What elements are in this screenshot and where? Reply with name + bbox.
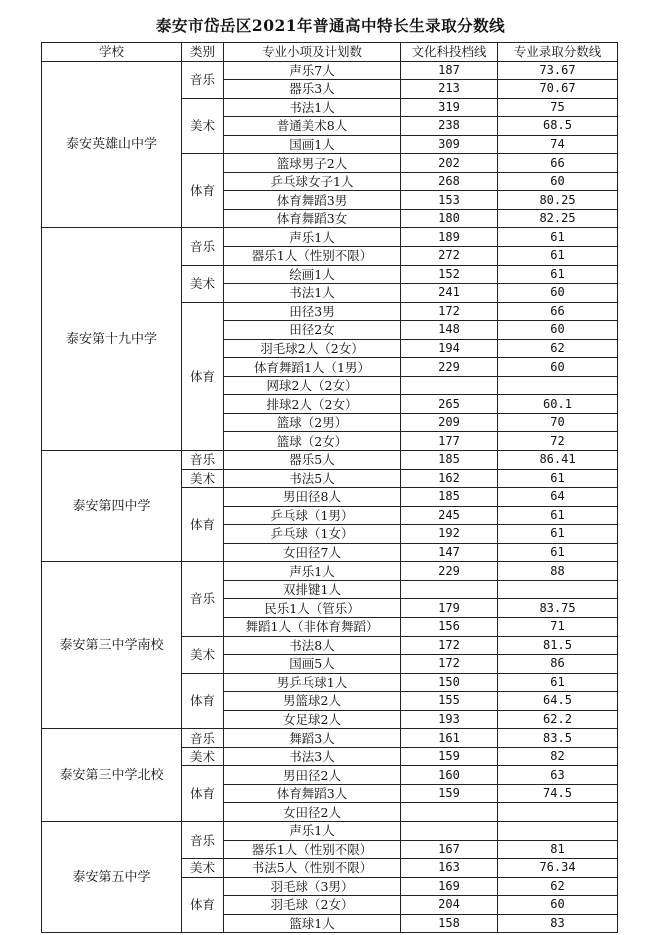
culture-score-cell: 148: [401, 321, 498, 340]
item-cell: 体育舞蹈1人（1男）: [224, 358, 401, 377]
culture-score-cell: 152: [401, 265, 498, 284]
culture-score-cell: 150: [401, 673, 498, 692]
major-score-cell: 66: [498, 302, 618, 321]
category-label: 美术: [182, 469, 224, 488]
school-name: 泰安英雄山中学: [42, 61, 182, 228]
item-cell: 网球2人（2女）: [224, 376, 401, 395]
major-score-cell: 62: [498, 339, 618, 358]
major-score-cell: 70.67: [498, 80, 618, 99]
major-score-cell: 60: [498, 172, 618, 191]
category-label: 美术: [182, 747, 224, 766]
culture-score-cell: 187: [401, 61, 498, 80]
major-score-cell: 61: [498, 469, 618, 488]
culture-score-cell: 172: [401, 636, 498, 655]
header-row: [42, 43, 618, 62]
major-score-cell: 72: [498, 432, 618, 451]
major-score-cell: 61: [498, 673, 618, 692]
major-score-cell: 86.41: [498, 451, 618, 470]
culture-score-cell: 180: [401, 209, 498, 228]
major-score-cell: 64.5: [498, 692, 618, 711]
item-cell: 女田径7人: [224, 543, 401, 562]
item-cell: 器乐3人: [224, 80, 401, 99]
category-label: 体育: [182, 488, 224, 562]
major-score-cell: 75: [498, 98, 618, 117]
major-score-cell: 83: [498, 914, 618, 933]
item-cell: 国画1人: [224, 135, 401, 154]
culture-score-cell: 229: [401, 562, 498, 581]
item-cell: 声乐1人: [224, 228, 401, 247]
major-score-cell: 86: [498, 655, 618, 674]
major-score-cell: 61: [498, 506, 618, 525]
item-cell: 男乒乓球1人: [224, 673, 401, 692]
major-score-cell: 81: [498, 840, 618, 859]
category-label: 体育: [182, 673, 224, 729]
item-cell: 绘画1人: [224, 265, 401, 284]
item-cell: 乒乓球（1女）: [224, 525, 401, 544]
major-score-cell: [498, 821, 618, 840]
major-score-cell: 61: [498, 265, 618, 284]
item-cell: 女足球2人: [224, 710, 401, 729]
item-cell: 体育舞蹈3女: [224, 209, 401, 228]
culture-score-cell: 229: [401, 358, 498, 377]
score-table: [41, 42, 618, 933]
culture-score-cell: [401, 821, 498, 840]
item-cell: 男田径2人: [224, 766, 401, 785]
culture-score-cell: 185: [401, 488, 498, 507]
culture-score-cell: 177: [401, 432, 498, 451]
culture-score-cell: [401, 376, 498, 395]
culture-score-cell: 189: [401, 228, 498, 247]
culture-score-cell: 163: [401, 859, 498, 878]
culture-score-cell: 185: [401, 451, 498, 470]
category-label: 音乐: [182, 729, 224, 748]
item-cell: 双排键1人: [224, 580, 401, 599]
header-culture-score: 文化科投档线: [401, 43, 498, 62]
category-label: 体育: [182, 877, 224, 933]
item-cell: 男篮球2人: [224, 692, 401, 711]
item-cell: 书法3人: [224, 747, 401, 766]
school-name: 泰安第四中学: [42, 451, 182, 562]
culture-score-cell: 192: [401, 525, 498, 544]
table-row: [42, 821, 618, 840]
major-score-cell: 71: [498, 617, 618, 636]
category-label: 体育: [182, 302, 224, 450]
school-name: 泰安第五中学: [42, 821, 182, 932]
major-score-cell: 60: [498, 321, 618, 340]
culture-score-cell: 179: [401, 599, 498, 618]
major-score-cell: 83.5: [498, 729, 618, 748]
major-score-cell: 81.5: [498, 636, 618, 655]
category-label: 美术: [182, 98, 224, 154]
item-cell: 篮球（2女）: [224, 432, 401, 451]
major-score-cell: [498, 803, 618, 822]
item-cell: 田径2女: [224, 321, 401, 340]
item-cell: 男田径8人: [224, 488, 401, 507]
category-label: 音乐: [182, 562, 224, 636]
culture-score-cell: 156: [401, 617, 498, 636]
culture-score-cell: 160: [401, 766, 498, 785]
item-cell: 器乐1人（性别不限）: [224, 840, 401, 859]
item-cell: 普通美术8人: [224, 117, 401, 136]
header-school: 学校: [42, 43, 182, 62]
major-score-cell: 60: [498, 896, 618, 915]
category-label: 音乐: [182, 451, 224, 470]
school-name: 泰安第三中学北校: [42, 729, 182, 822]
header-category: 类别: [182, 43, 224, 62]
major-score-cell: 64: [498, 488, 618, 507]
item-cell: 书法5人（性别不限）: [224, 859, 401, 878]
culture-score-cell: 167: [401, 840, 498, 859]
item-cell: 书法1人: [224, 284, 401, 303]
major-score-cell: [498, 376, 618, 395]
category-label: 美术: [182, 636, 224, 673]
culture-score-cell: 272: [401, 247, 498, 266]
major-score-cell: 83.75: [498, 599, 618, 618]
item-cell: 篮球男子2人: [224, 154, 401, 173]
major-score-cell: 73.67: [498, 61, 618, 80]
major-score-cell: 76.34: [498, 859, 618, 878]
culture-score-cell: 204: [401, 896, 498, 915]
culture-score-cell: 213: [401, 80, 498, 99]
item-cell: 田径3男: [224, 302, 401, 321]
culture-score-cell: 202: [401, 154, 498, 173]
category-label: 音乐: [182, 61, 224, 98]
school-name: 泰安第十九中学: [42, 228, 182, 451]
item-cell: 女田径2人: [224, 803, 401, 822]
major-score-cell: 63: [498, 766, 618, 785]
category-label: 体育: [182, 766, 224, 822]
major-score-cell: 74: [498, 135, 618, 154]
culture-score-cell: 209: [401, 413, 498, 432]
major-score-cell: 61: [498, 247, 618, 266]
table-row: [42, 228, 618, 247]
category-label: 音乐: [182, 228, 224, 265]
item-cell: 书法1人: [224, 98, 401, 117]
culture-score-cell: 265: [401, 395, 498, 414]
major-score-cell: 68.5: [498, 117, 618, 136]
item-cell: 舞蹈3人: [224, 729, 401, 748]
major-score-cell: 62.2: [498, 710, 618, 729]
major-score-cell: 82: [498, 747, 618, 766]
culture-score-cell: [401, 803, 498, 822]
major-score-cell: 62: [498, 877, 618, 896]
major-score-cell: 88: [498, 562, 618, 581]
item-cell: 羽毛球（2女）: [224, 896, 401, 915]
culture-score-cell: 309: [401, 135, 498, 154]
culture-score-cell: 159: [401, 784, 498, 803]
culture-score-cell: 194: [401, 339, 498, 358]
major-score-cell: 60: [498, 358, 618, 377]
item-cell: 乒乓球女子1人: [224, 172, 401, 191]
item-cell: 排球2人（2女）: [224, 395, 401, 414]
item-cell: 羽毛球2人（2女）: [224, 339, 401, 358]
item-cell: 声乐1人: [224, 562, 401, 581]
category-label: 音乐: [182, 821, 224, 858]
culture-score-cell: 155: [401, 692, 498, 711]
major-score-cell: 61: [498, 543, 618, 562]
item-cell: 篮球1人: [224, 914, 401, 933]
school-name: 泰安第三中学南校: [42, 562, 182, 729]
item-cell: 民乐1人（管乐）: [224, 599, 401, 618]
culture-score-cell: 319: [401, 98, 498, 117]
major-score-cell: [498, 580, 618, 599]
major-score-cell: 60.1: [498, 395, 618, 414]
table-row: [42, 451, 618, 470]
culture-score-cell: 193: [401, 710, 498, 729]
table-row: [42, 729, 618, 748]
table-row: [42, 61, 618, 80]
culture-score-cell: 169: [401, 877, 498, 896]
culture-score-cell: 268: [401, 172, 498, 191]
item-cell: 器乐5人: [224, 451, 401, 470]
culture-score-cell: 153: [401, 191, 498, 210]
item-cell: 声乐1人: [224, 821, 401, 840]
culture-score-cell: 147: [401, 543, 498, 562]
item-cell: 乒乓球（1男）: [224, 506, 401, 525]
major-score-cell: 70: [498, 413, 618, 432]
item-cell: 体育舞蹈3人: [224, 784, 401, 803]
culture-score-cell: 172: [401, 655, 498, 674]
major-score-cell: 74.5: [498, 784, 618, 803]
category-label: 美术: [182, 859, 224, 878]
item-cell: 体育舞蹈3男: [224, 191, 401, 210]
item-cell: 国画5人: [224, 655, 401, 674]
culture-score-cell: 238: [401, 117, 498, 136]
culture-score-cell: 158: [401, 914, 498, 933]
item-cell: 舞蹈1人（非体育舞蹈）: [224, 617, 401, 636]
culture-score-cell: 241: [401, 284, 498, 303]
culture-score-cell: [401, 580, 498, 599]
major-score-cell: 82.25: [498, 209, 618, 228]
culture-score-cell: 159: [401, 747, 498, 766]
item-cell: 器乐1人（性别不限）: [224, 247, 401, 266]
major-score-cell: 66: [498, 154, 618, 173]
major-score-cell: 61: [498, 228, 618, 247]
item-cell: 书法5人: [224, 469, 401, 488]
item-cell: 书法8人: [224, 636, 401, 655]
page-title: 泰安市岱岳区2021年普通高中特长生录取分数线: [155, 16, 506, 35]
culture-score-cell: 245: [401, 506, 498, 525]
culture-score-cell: 162: [401, 469, 498, 488]
header-major-score: 专业录取分数线: [498, 43, 618, 62]
major-score-cell: 60: [498, 284, 618, 303]
table-row: [42, 562, 618, 581]
culture-score-cell: 161: [401, 729, 498, 748]
item-cell: 篮球（2男）: [224, 413, 401, 432]
culture-score-cell: 172: [401, 302, 498, 321]
category-label: 体育: [182, 154, 224, 228]
category-label: 美术: [182, 265, 224, 302]
header-item: 专业小项及计划数: [224, 43, 401, 62]
major-score-cell: 80.25: [498, 191, 618, 210]
major-score-cell: 61: [498, 525, 618, 544]
item-cell: 声乐7人: [224, 61, 401, 80]
item-cell: 羽毛球（3男）: [224, 877, 401, 896]
